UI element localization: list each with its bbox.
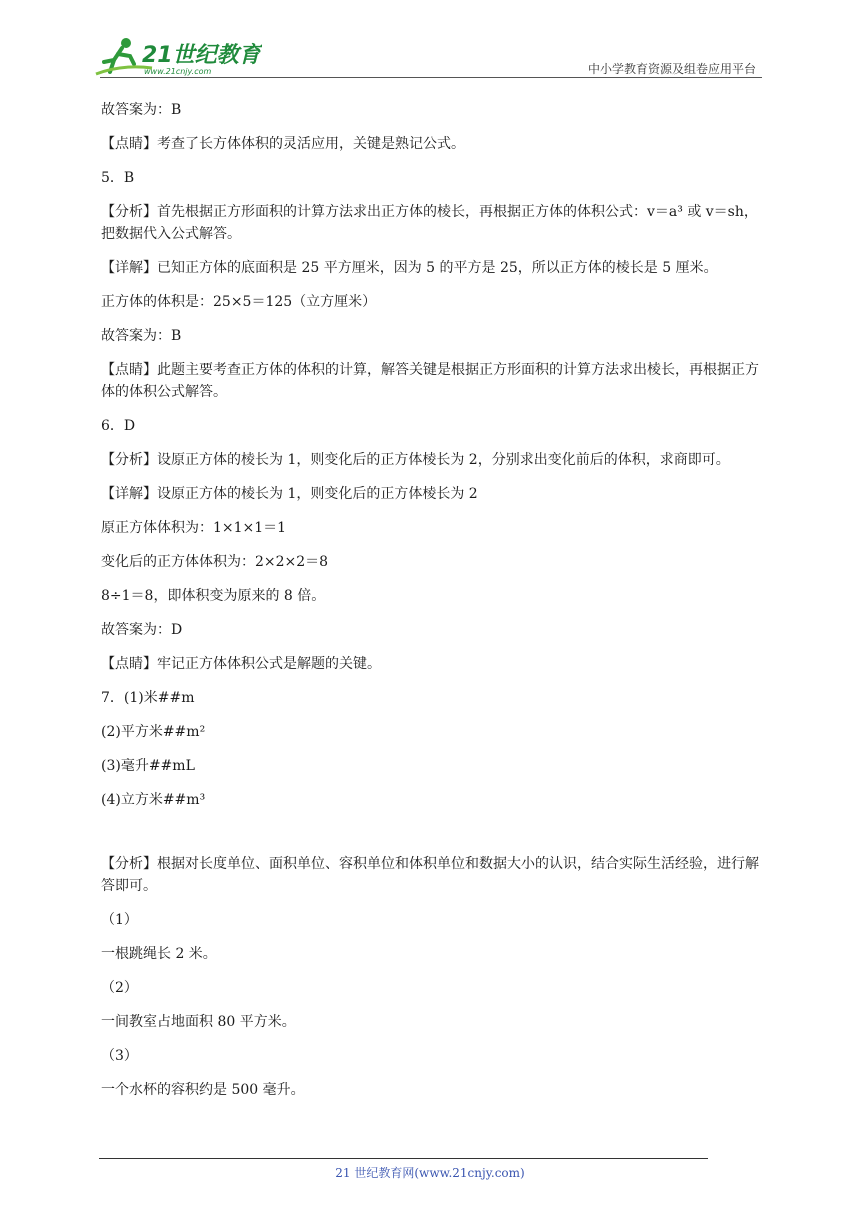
explanation-line: 一个水杯的容积约是 500 毫升。 [101, 1082, 305, 1098]
comment-line: 【点睛】此题主要考查正方体的体积的计算，解答关键是根据正方形面积的计算方法求出棱长，再根据正方体的体积公式解答。 [101, 362, 759, 400]
question-number: 5．B [101, 170, 135, 186]
header-divider [100, 77, 762, 78]
explanation-line: 一间教室占地面积 80 平方米。 [101, 1014, 296, 1030]
answer-line: 故答案为：B [101, 328, 182, 344]
answer-content [101, 99, 771, 1113]
sub-label: （3） [101, 1048, 138, 1064]
calculation-line: 变化后的正方体体积为：2×2×2＝8 [101, 554, 329, 570]
sub-label: （2） [101, 980, 138, 996]
sub-label: （1） [101, 912, 138, 928]
calculation-line: 正方体的体积是：25×5＝125（立方厘米） [101, 294, 377, 310]
footer-text: 21 世纪教育网(www.21cnjy.com) [335, 1166, 525, 1180]
footer-divider [99, 1158, 708, 1159]
answer-line: 故答案为：B [101, 102, 182, 118]
spacer [101, 823, 771, 853]
page-header [0, 0, 860, 80]
analysis-line: 【分析】根据对长度单位、面积单位、容积单位和体积单位和数据大小的认识，结合实际生活经验，进行解答即可。 [101, 856, 759, 894]
brand-logo [92, 34, 262, 78]
question-number: 6．D [101, 418, 136, 434]
explanation-line: 一根跳绳长 2 米。 [101, 946, 217, 962]
runner-logo-icon [92, 34, 262, 78]
question-number: 7．(1)米##m [101, 690, 195, 706]
analysis-line: 【分析】设原正方体的棱长为 1，则变化后的正方体棱长为 2，分别求出变化前后的体积，求商即可。 [101, 452, 730, 468]
analysis-line: 【分析】首先根据正方形面积的计算方法求出正方体的棱长，再根据正方体的体积公式：v＝a³ 或 v＝sh，把数据代入公式解答。 [101, 204, 758, 242]
header-platform-text: 中小学教育资源及组卷应用平台 [587, 62, 756, 76]
sub-answer-line: (2)平方米##m² [101, 724, 206, 740]
sub-answer-line: (4)立方米##m³ [101, 792, 206, 808]
comment-line: 【点睛】考查了长方体体积的灵活应用，关键是熟记公式。 [101, 136, 465, 152]
calculation-line: 原正方体体积为：1×1×1＝1 [101, 520, 287, 536]
detail-line: 【详解】设原正方体的棱长为 1，则变化后的正方体棱长为 2 [101, 486, 478, 502]
svg-text:21世纪教育: 21世纪教育 [142, 43, 261, 68]
calculation-line: 8÷1＝8，即体积变为原来的 8 倍。 [101, 588, 326, 604]
answer-line: 故答案为：D [101, 622, 183, 638]
svg-text:www.21cnjy.com: www.21cnjy.com [144, 67, 212, 76]
comment-line: 【点睛】牢记正方体体积公式是解题的关键。 [101, 656, 381, 672]
detail-line: 【详解】已知正方体的底面积是 25 平方厘米，因为 5 的平方是 25，所以正方体的棱长是 5 厘米。 [101, 260, 718, 276]
sub-answer-line: (3)毫升##mL [101, 758, 195, 774]
